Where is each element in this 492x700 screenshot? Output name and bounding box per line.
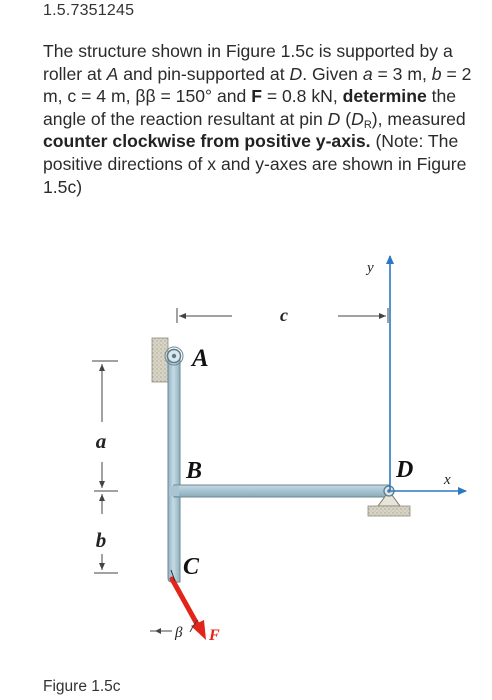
axis-label-y: y bbox=[367, 260, 374, 276]
text-seg: The structure shown in Figure 1.5c is supported by a roller at bbox=[43, 41, 453, 84]
text-var-D2: D bbox=[327, 108, 341, 129]
text-seg: . Given bbox=[302, 63, 363, 84]
label-C: C bbox=[183, 554, 200, 580]
figure-caption: Figure 1.5c bbox=[43, 678, 121, 695]
text-seg: = 3 m, bbox=[372, 63, 432, 84]
text-var-b: b bbox=[431, 63, 442, 84]
text-var-D: D bbox=[289, 63, 303, 84]
text-var-A: A bbox=[106, 63, 119, 84]
dimension-c bbox=[177, 305, 388, 325]
text-seg: and pin-supported at bbox=[118, 63, 290, 84]
axis-label-x: x bbox=[444, 472, 451, 488]
label-b: b bbox=[95, 528, 107, 552]
text-seg: = 2 m, c = 4 m, ββ = 150° and bbox=[43, 63, 472, 107]
text-seg: the angle of the reaction resultant at pin bbox=[43, 86, 457, 129]
problem-statement bbox=[43, 40, 479, 198]
text-bold-determine: determine bbox=[342, 86, 427, 107]
label-a: a bbox=[95, 429, 107, 453]
label-D: D bbox=[396, 457, 414, 483]
angle-beta bbox=[150, 620, 198, 641]
label-A: A bbox=[192, 345, 209, 372]
text-var-F: F bbox=[251, 86, 262, 107]
text-bold-direction: counter clockwise from positive y-axis. bbox=[43, 131, 371, 152]
structure-figure bbox=[0, 230, 492, 670]
text-sub-R: R bbox=[363, 118, 372, 131]
label-c: c bbox=[280, 305, 288, 325]
text-var-a: a bbox=[362, 63, 373, 84]
text-seg: ( bbox=[340, 108, 352, 129]
label-B: B bbox=[186, 458, 203, 484]
text-seg: (Note: The positive directions of x and y-axes are shown in Figure 1.5c) bbox=[43, 131, 467, 197]
text-seg: = 0.8 kN, bbox=[261, 86, 343, 107]
label-F: F bbox=[209, 627, 220, 644]
text-seg: ), measured bbox=[371, 108, 466, 129]
text-var-DR: D bbox=[351, 108, 364, 129]
label-beta: β bbox=[175, 625, 183, 641]
problem-id: 1.5.7351245 bbox=[43, 2, 135, 19]
dimension-a-b bbox=[92, 361, 118, 573]
axes bbox=[365, 256, 466, 491]
